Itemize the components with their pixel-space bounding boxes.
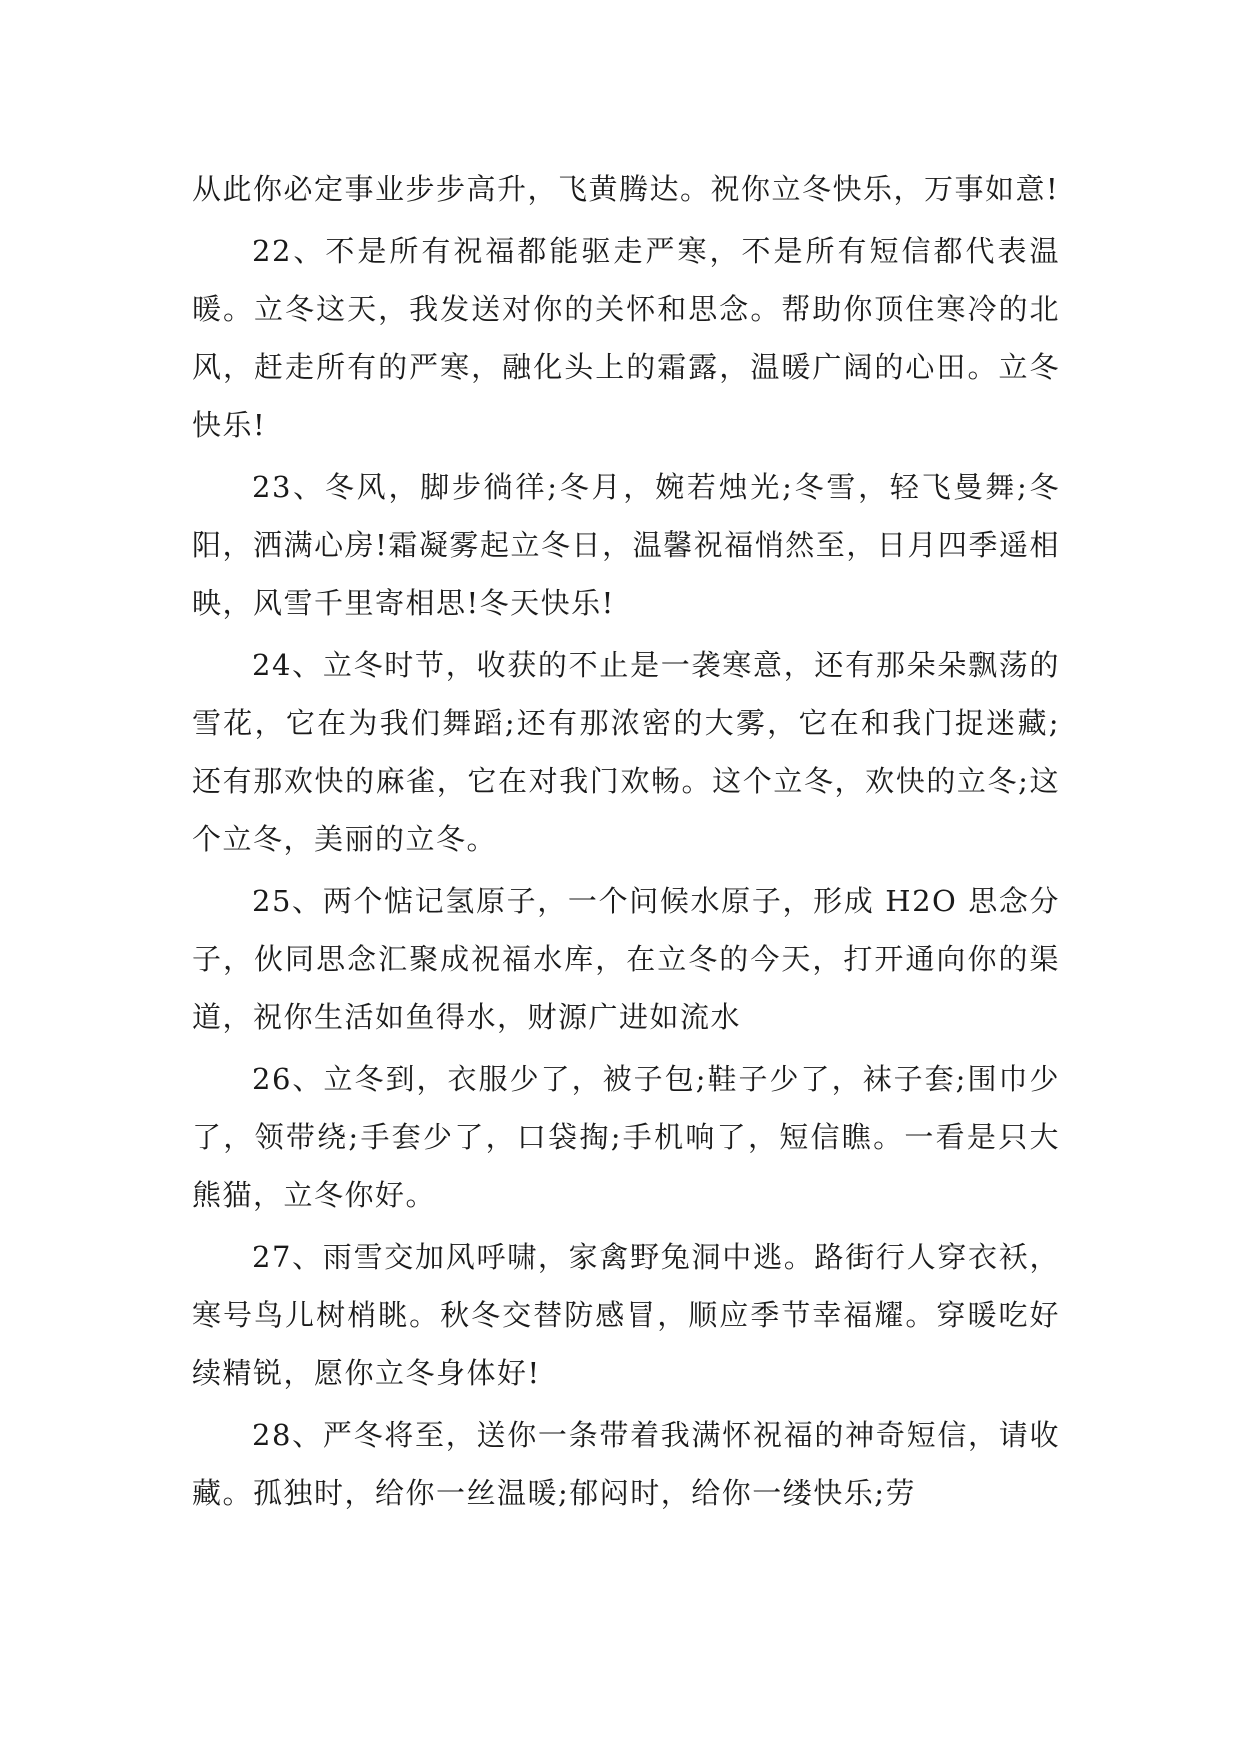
paragraph-27: 27、雨雪交加风呼啸，家禽野兔洞中逃。路街行人穿衣袄，寒号鸟儿树梢眺。秋冬交替防感冒，顺应季节幸福耀。穿暖吃好续精锐，愿你立冬身体好!: [192, 1240, 1060, 1390]
paragraph-28: 28、严冬将至，送你一条带着我满怀祝福的神奇短信，请收藏。孤独时，给你一丝温暖;郁闷时，给你一缕快乐;劳: [192, 1418, 1060, 1510]
paragraph-continuation: 从此你必定事业步步高升，飞黄腾达。祝你立冬快乐，万事如意!: [192, 172, 1060, 206]
paragraph-25: 25、两个惦记氢原子，一个问候水原子，形成 H2O 思念分子，伙同思念汇聚成祝福水库，在立冬的今天，打开通向你的渠道，祝你生活如鱼得水，财源广进如流水: [192, 884, 1060, 1034]
paragraph-24: 24、立冬时节，收获的不止是一袭寒意，还有那朵朵飘荡的雪花，它在为我们舞蹈;还有那浓密的大雾，它在和我门捉迷藏;还有那欢快的麻雀，它在对我门欢畅。这个立冬，欢快的立冬;这个立冬，美丽的立冬。: [192, 648, 1060, 856]
document-body: [192, 160, 1060, 1526]
paragraph-22: 22、不是所有祝福都能驱走严寒，不是所有短信都代表温暖。立冬这天，我发送对你的关怀和思念。帮助你顶住寒冷的北风，赶走所有的严寒，融化头上的霜露，温暖广阔的心田。立冬快乐!: [192, 234, 1060, 442]
paragraph-23: 23、冬风，脚步徜徉;冬月，婉若烛光;冬雪，轻飞曼舞;冬阳，洒满心房!霜凝雾起立冬日，温馨祝福悄然至，日月四季遥相映，风雪千里寄相思!冬天快乐!: [192, 470, 1060, 620]
paragraph-26: 26、立冬到，衣服少了，被子包;鞋子少了，袜子套;围巾少了，领带绕;手套少了，口袋掏;手机响了，短信瞧。一看是只大熊猫，立冬你好。: [192, 1062, 1060, 1212]
